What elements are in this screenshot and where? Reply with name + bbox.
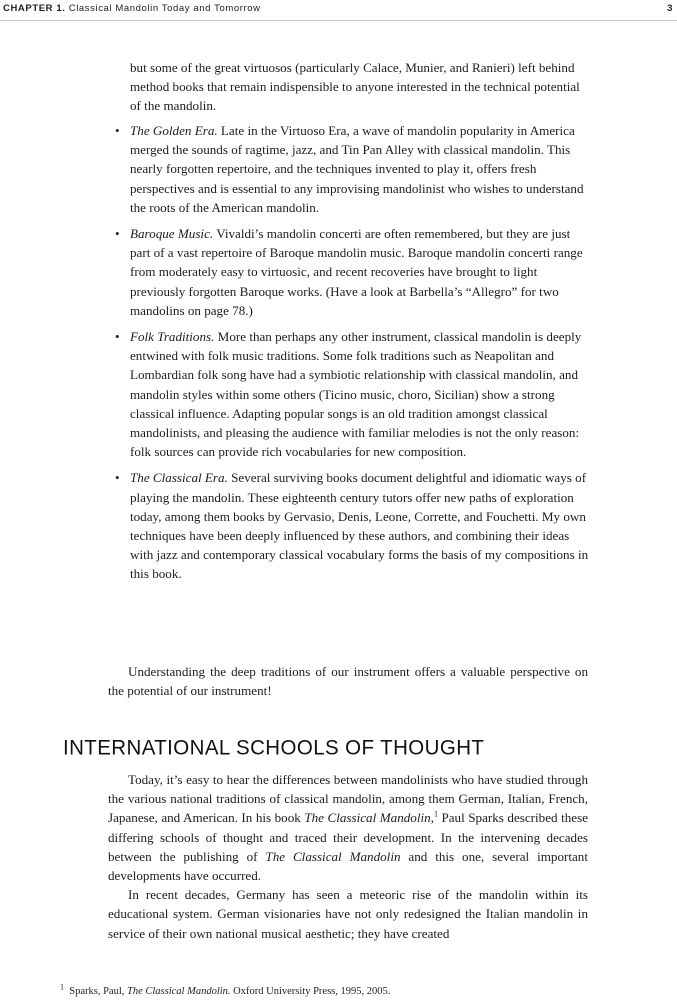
footnote-publisher: Oxford University Press, 1995, 2005. xyxy=(230,986,391,997)
footnote-text: Sparks, Paul, xyxy=(69,986,127,997)
bullet-title: The Golden Era. xyxy=(130,123,218,138)
closing-paragraph xyxy=(108,662,588,700)
bullet-folk-traditions xyxy=(112,327,592,461)
section-heading: INTERNATIONAL SCHOOLS OF THOUGHT xyxy=(63,735,485,760)
continued-paragraph xyxy=(130,58,590,116)
closing-text: Understanding the deep traditions of our instrument offers a valuable perspective on the potential of our instrument! xyxy=(108,664,588,699)
bullet-golden-era xyxy=(112,121,592,217)
page-number: 3 xyxy=(667,3,673,14)
continued-text: but some of the great virtuosos (particularly Calace, Munier, and Ranieri) left behind method books that remain indispensible to anyone interested in the technical potential of the mandolin. xyxy=(130,60,580,114)
section-body xyxy=(108,770,588,943)
para-text: and this one, several important developments have occurred. xyxy=(108,848,588,884)
bullet-text: Several surviving books document delightful and idiomatic ways of playing the mandolin. These eighteenth century tutors offer new paths of exploration today, among them books by Gervasio, Denis, Leone, Corrette, and Fouchetti. My own techniques have been deeply influenced by these authors, and combining their ideas with jazz and contemporary classical vocabulary forms the basis of my compositions in this book. xyxy=(130,470,589,582)
bullet-text: More than perhaps any other instrument, classical mandolin is deeply entwined with folk music traditions. Some folk traditions such as Neapolitan and Lombardian folk song have had a symbiotic relationship with classical mandolin, and mandolin styles within some others (Ticino music, choro, Sicilian) show a strong classical influence. Adapting popular songs is an old tradition amongst classical mandolinists, and pleasing the audience with familiar melodies is not the only reason: folk sources can provide rich vocabularies for new composition. xyxy=(130,329,582,460)
bullet-dot-icon: • xyxy=(115,123,120,138)
footnote xyxy=(60,982,620,998)
era-bullet-list xyxy=(112,121,592,584)
schools-paragraph xyxy=(108,770,588,885)
chapter-title: Classical Mandolin Today and Tomorrow xyxy=(68,3,261,14)
chapter-heading xyxy=(3,3,261,14)
para-text: Paul Sparks described these differing schools of thought and traced their development. In the intervening decades between the publishing of xyxy=(108,810,588,864)
bullet-dot-icon: • xyxy=(115,226,120,242)
footnote-ref[interactable]: 1 xyxy=(433,810,438,820)
bullet-classical-era xyxy=(112,468,592,583)
bullet-text: Late in the Virtuoso Era, a wave of mandolin popularity in America merged the sounds of ragtime, jazz, and Tin Pan Alley with classical mandolin. This nearly forgotten repertoire, and the techniques invented to play it, offers fresh perspectives and is essential to any improvising mandolinist who wishes to understand the roots of the American mandolin. xyxy=(130,123,584,215)
para-text: Today, it’s easy to hear the differences between mandolinists who have studied through the various national traditions of classical mandolin, among them German, Italian, French, Japanese, and American. In his book xyxy=(108,772,588,826)
bullet-dot-icon: • xyxy=(115,470,120,486)
bullet-title: The Classical Era. xyxy=(130,470,228,486)
footnote-book-title: The Classical Mandolin. xyxy=(127,986,231,997)
book-title: The Classical Mandolin xyxy=(265,848,401,864)
bullet-dot-icon: • xyxy=(115,329,120,345)
book-title: The Classical Mandolin, xyxy=(304,810,434,826)
bullet-title: Folk Traditions. xyxy=(130,329,215,345)
bullet-title: Baroque Music. xyxy=(130,226,214,242)
bullet-baroque-music xyxy=(112,224,592,320)
bullet-text: Vivaldi’s mandolin concerti are often remembered, but they are just part of a vast repertoire of Baroque mandolin music. Baroque mandolin concerti range from moderately easy to virtuosic, and recent recoveries have brought to light previously forgotten Baroque works. (Have a look at Barbella’s “Allegro” for two mandolins on page 78.) xyxy=(130,226,583,318)
germany-paragraph: In recent decades, Germany has seen a meteoric rise of the mandolin within its educational system. German visionaries have not only redesigned the Italian mandolin in service of their own national musical aesthetic; they have created xyxy=(108,887,588,941)
chapter-label: CHAPTER 1. xyxy=(3,3,66,14)
footnote-number: 1 xyxy=(60,982,64,992)
running-header xyxy=(0,0,677,21)
